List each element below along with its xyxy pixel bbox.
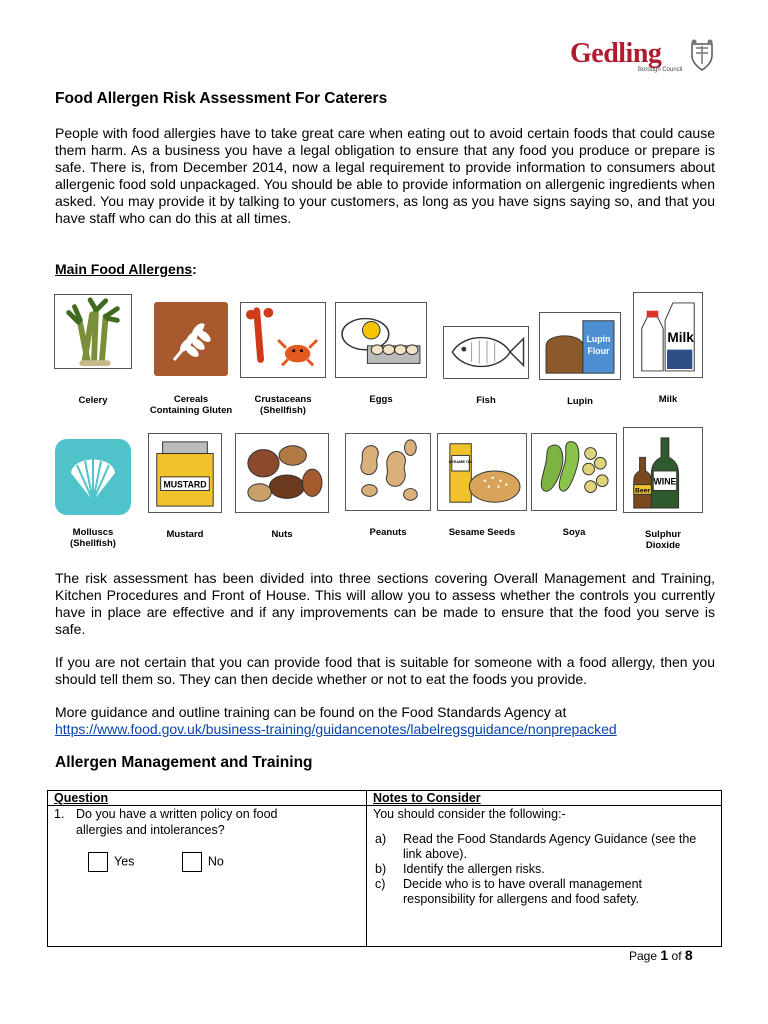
list-item (373, 832, 715, 862)
allergen-sesame (434, 433, 530, 538)
allergen-label: Soya (562, 527, 586, 538)
beer-label-text: Beer (634, 487, 651, 495)
allergen-peanuts (340, 433, 436, 538)
question-text: Do you have a written policy on food allergies and intolerances? (76, 807, 278, 837)
page-title: Food Allergen Risk Assessment For Caterers (55, 90, 388, 107)
note-text: Read the Food Standards Agency Guidance (see the link above). (403, 832, 697, 861)
peanuts-icon (346, 434, 430, 510)
assessment-table (47, 790, 722, 947)
section-title: Allergen Management and Training (55, 754, 313, 771)
logo-name: Gedling (570, 38, 662, 69)
allergen-label-2: (Shellfish) (260, 405, 306, 416)
page-number: 1 (660, 947, 669, 963)
allergen-nuts (234, 433, 330, 540)
council-logo (570, 38, 720, 74)
table-row (48, 806, 722, 947)
lupin-flour-icon (540, 313, 620, 379)
milk-carton-text: Milk (667, 329, 694, 345)
uncertain-paragraph: If you are not certain that you can provide food that is suitable for someone with a food allergy, then you should tell them so. They can then decide whether or not to eat the foods you provide. (55, 654, 715, 687)
intro-paragraph: People with food allergies have to take great care when eating out to avoid certain foods that could cause them harm. As a business you have a legal obligation to ensure that any food you produce or prepare is safe. There is, from December 2014, now a legal requirement to provide information to consumers about allergenic food sold unpackaged. You should be able to provide information on allergenic ingredients when asked. You may provide it by talking to your customers, as long as you have signs saying so, and that you have staff who can do this at all times. (55, 125, 715, 226)
allergen-label-2: Dioxide (645, 540, 681, 551)
allergen-label: Molluscs (72, 527, 114, 538)
allergen-label: Celery (78, 395, 108, 406)
fish-icon (444, 327, 528, 378)
allergen-crustaceans (235, 302, 331, 416)
allergen-label: Lupin (567, 396, 593, 407)
table-header-row (48, 791, 722, 806)
nuts-icon (236, 434, 328, 512)
question-number: 1. (54, 807, 65, 821)
allergen-molluscs (45, 437, 141, 549)
allergen-label: Fish (476, 395, 496, 406)
allergen-soya (526, 433, 622, 538)
note-marker: b) (375, 862, 387, 876)
sesame-bottle-text: SESAME OIL (448, 459, 473, 465)
allergen-celery (45, 294, 141, 406)
question-cell (48, 806, 367, 947)
allergen-cereals (143, 300, 239, 416)
note-text: Identify the allergen risks. (403, 862, 545, 876)
celery-icon (55, 295, 131, 368)
wheat-icon (152, 300, 230, 378)
allergen-mustard (137, 433, 233, 540)
fsa-guidance-link[interactable]: https://www.food.gov.uk/business-training/guidancenotes/labelregsguidance/nonprepacked (55, 721, 617, 737)
soya-icon (532, 434, 616, 510)
assessment-paragraph: The risk assessment has been divided into three sections covering Overall Management and Training, Kitchen Procedures and Front of House. This will allow you to assess whether the controls you currently have in place are effective and if any improvements can be made to ensure that the food you serve is safe. (55, 570, 715, 637)
no-checkbox[interactable] (182, 852, 202, 872)
allergen-label: Crustaceans (254, 394, 312, 405)
note-marker: c) (375, 877, 386, 891)
crest-icon (688, 38, 716, 72)
notes-cell (367, 806, 722, 947)
lupin-bag-text-1: Lupin (586, 334, 611, 345)
list-item (373, 877, 715, 907)
mustard-jar-text: MUSTARD (163, 479, 207, 490)
allergen-eggs (333, 302, 429, 405)
lobster-crab-icon (241, 303, 325, 377)
allergen-label: Eggs (369, 394, 393, 405)
allergen-label: Sesame Seeds (448, 527, 516, 538)
milk-icon (634, 293, 702, 377)
allergen-sulphur (615, 427, 711, 551)
note-text: Decide who is to have overall management responsibility for allergens and food safety. (403, 877, 643, 906)
eggs-icon (336, 303, 426, 377)
allergen-label: Nuts (271, 529, 293, 540)
note-marker: a) (375, 832, 387, 846)
guidance-paragraph (55, 704, 715, 738)
allergen-label: Milk (658, 394, 678, 405)
allergen-milk (620, 292, 716, 405)
yes-label: Yes (114, 854, 135, 869)
list-item (373, 862, 715, 877)
allergen-fish (438, 326, 534, 406)
allergens-heading-colon: : (192, 261, 197, 277)
no-label: No (207, 854, 224, 869)
guidance-text: More guidance and outline training can be found on the Food Standards Agency at (55, 704, 567, 720)
logo-subtitle: Borough Council (638, 67, 683, 73)
yes-checkbox[interactable] (88, 852, 108, 872)
page-footer (629, 947, 693, 963)
allergen-label-2: Containing Gluten (149, 405, 233, 416)
allergen-label: Cereals (173, 394, 209, 405)
allergens-heading (55, 261, 197, 277)
mustard-jar-icon (149, 434, 221, 512)
allergen-label-2: (Shellfish) (70, 538, 116, 549)
allergen-label: Mustard (166, 529, 204, 540)
wine-label-text: WINE (653, 476, 677, 487)
allergens-heading-text: Main Food Allergens (55, 261, 193, 277)
shell-icon (53, 437, 133, 517)
sesame-icon (438, 434, 526, 510)
allergen-label: Peanuts (369, 527, 407, 538)
notes-list (373, 832, 715, 907)
of-word: of (671, 949, 682, 963)
question-column-header: Question (48, 791, 367, 806)
notes-intro: You should consider the following:- (373, 807, 566, 821)
wine-beer-icon (624, 428, 702, 512)
lupin-bag-text-2: Flour (587, 345, 610, 356)
page-word: Page (629, 949, 658, 963)
allergen-lupin (532, 312, 628, 407)
notes-column-header: Notes to Consider (367, 791, 722, 806)
page-total: 8 (684, 947, 693, 963)
allergen-label: Sulphur (645, 529, 681, 540)
